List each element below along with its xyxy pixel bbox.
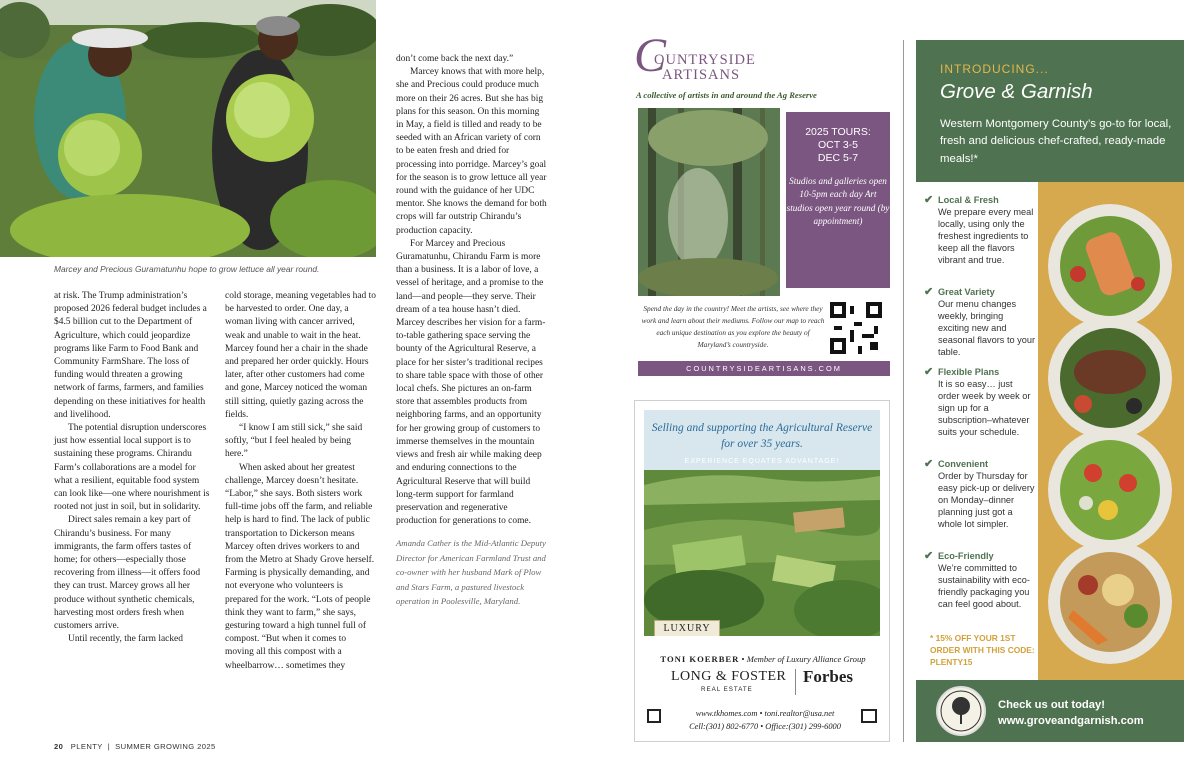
article-column-3 xyxy=(396,53,548,608)
promo-text: Spend the day in the country! Meet the artists, see where they work and learn about their mediums. Follow our map to reach each unique destination as you explore the beauty of Maryland’s countryside. xyxy=(641,304,825,349)
equal-housing-icon xyxy=(861,709,877,723)
website-link[interactable]: www.groveandgarnish.com xyxy=(998,715,1144,727)
website-link[interactable]: COUNTRYSIDEARTISANS.COM xyxy=(638,361,890,376)
feature-item xyxy=(924,194,1036,266)
checkmark-icon: ✔ xyxy=(924,194,934,206)
salad-meal-image xyxy=(1048,428,1172,552)
aerial-farmland-image xyxy=(644,410,880,636)
grove-garnish-ad xyxy=(916,40,1184,742)
checkmark-icon: ✔ xyxy=(924,366,934,378)
salmon-meal-image xyxy=(1048,204,1172,328)
bowl-meal-image xyxy=(1048,540,1172,664)
checkmark-icon: ✔ xyxy=(924,458,934,470)
feature-body: Order by Thursday for easy pick-up or delivery on Monday–dinner planning just got a whole lot simpler. xyxy=(938,471,1035,529)
logo-line-2: ARTISANS xyxy=(662,67,741,83)
author-bio: Amanda Cather is the Mid-Atlantic Deputy Director for American Farmland Trust and co-owner with her husband Mark of Plow and Stars Farm, a pastured livestock operation in Poolesville, Maryland. xyxy=(396,538,546,606)
brand-description: Western Montgomery County’s go-to for local, fresh and delicious chef-crafted, ready-made meals!* xyxy=(940,118,1172,165)
tagline: A collective of artists in and around the Ag Reserve xyxy=(636,90,817,100)
agent-tag: Member of Luxury Alliance Group xyxy=(746,654,866,664)
tours-date: DEC 5-7 xyxy=(817,152,859,164)
checkmark-icon: ✔ xyxy=(924,550,934,562)
paragraph: Until recently, the farm lacked xyxy=(68,634,183,645)
paragraph: cold storage, meaning vegetables had to be harvested to order. One day, a woman living with cancer arrived, weak and unable to wait in the heat. Marcey found her a chair in the shade and prepared her order quickly. Hours later, after other customers had come and gone, Marcey noticed the woman still sitting, quietly gazing across the fields. xyxy=(225,291,376,420)
photo-caption: Marcey and Precious Guramatunhu hope to grow lettuce all year round. xyxy=(54,264,320,274)
feature-title: Great Variety xyxy=(938,287,995,297)
paragraph: The potential disruption underscores just how essential local support is to sustaining these programs. Chirandu Farm’s collaborations are a model for what a resilient, equitable food system can look like—one where nourishment is rooted not just in soil, but in solidarity. xyxy=(54,423,210,513)
farmers-photo xyxy=(0,0,376,257)
countryside-artisans-ad xyxy=(634,30,890,380)
tree-logo-icon xyxy=(936,686,986,736)
qr-code-icon[interactable] xyxy=(830,302,882,354)
article-column-2 xyxy=(225,290,376,673)
forbes-logo: Forbes xyxy=(803,667,854,686)
ad-header-panel xyxy=(916,40,1184,182)
real-estate-ad xyxy=(634,400,890,742)
agent-name: TONI KOERBER xyxy=(660,654,740,664)
paragraph: When asked about her greatest challenge, Marcey doesn’t hesitate. “Labor,” she says. Both sisters work full-time jobs off the farm, and reliable help is hard to find. The lack of public transportation to Dickerson means Marcey often drives workers to and from the Metro at Shady Grove herself. Farming is physically demanding, and not everyone who volunteers is prepared for the work. “Lots of people think they want to farm,” she says, gesturing toward a high tunnel full of compost. “But when it comes to moving all this compost with a wheelbarrow… sometimes they xyxy=(225,462,375,671)
issue-name: SUMMER GROWING 2025 xyxy=(115,742,216,751)
tours-panel xyxy=(786,112,890,288)
feature-body: We’re committed to sustainability with eco-friendly packaging you can feel good about. xyxy=(938,563,1030,609)
long-foster-logo: LONG & FOSTER xyxy=(671,669,787,684)
ad-subline: EXPERIENCE EQUATES ADVANTAGE! xyxy=(684,458,840,465)
feature-title: Local & Fresh xyxy=(938,195,999,205)
paragraph: Direct sales remain a key part of Chirandu’s business. For many immigrants, the farm offers tastes of home; for others—especially those recovering from illness—it offers food they can trust. Marcey grows all her produce without synthetic chemicals, harvesting most orders fresh when customers arrive. xyxy=(54,515,201,632)
tours-date: OCT 3-5 xyxy=(817,139,859,151)
paragraph: “I know I am still sick,” she said softly, “but I feel healed by being here.” xyxy=(225,423,363,460)
realtor-icon xyxy=(647,709,661,723)
feature-title: Eco-Friendly xyxy=(938,551,994,561)
feature-body: Our menu changes weekly, bringing exciting new and seasonal flavors to your table. xyxy=(938,299,1036,357)
feature-item xyxy=(924,458,1036,530)
discount-code: * 15% OFF YOUR 1ST ORDER WITH THIS CODE: PLENTY15 xyxy=(930,633,1035,667)
contact-info xyxy=(675,707,855,733)
feature-item xyxy=(924,550,1036,610)
feature-body: We prepare every meal locally, using only the freshest ingredients to keep all the flavors vibrant and true. xyxy=(938,207,1034,265)
feature-title: Convenient xyxy=(938,459,989,469)
paragraph: Marcey knows that with more help, she and Precious could produce much more on their 26 acres. But she has big plans for this season. On this morning in May, a field is tilled and ready to be seeded with an African variety of corn to be eaten fresh and dried for processing into porridge. Marcey’s goal for the season is to grow lettuce all year round with the guidance of her UDC mentor. She knows the demand for both crops will far outstrip Chirandu’s production capacity. xyxy=(396,67,547,236)
publication-name: PLENTY xyxy=(70,742,103,751)
column-divider xyxy=(903,40,904,742)
brand-title: Grove & Garnish xyxy=(940,80,1093,103)
tours-heading: 2025 TOURS: xyxy=(805,126,871,138)
forest-painting-image xyxy=(638,108,780,296)
ad-headline: Selling and supporting the Agricultural Reserve for over 35 years. xyxy=(651,422,873,450)
page-number: 20 xyxy=(54,742,64,751)
contact-web-email[interactable]: www.tkhomes.com • toni.realtor@usa.net xyxy=(695,709,835,718)
steak-meal-image xyxy=(1048,316,1172,440)
feature-body: It is so easy… just order week by week or sign up for a subscription–whatever suits your schedule. xyxy=(938,379,1031,437)
logo-initial: C xyxy=(634,29,667,82)
agent-line: TONI KOERBER • Member of Luxury Alliance Group xyxy=(660,654,866,664)
intro-label: INTRODUCING... xyxy=(940,62,1049,76)
long-foster-sub: REAL ESTATE xyxy=(701,686,753,693)
feature-item xyxy=(924,366,1036,438)
meal-plates-panel xyxy=(1038,182,1184,680)
call-to-action-bar xyxy=(916,680,1184,742)
checkmark-icon: ✔ xyxy=(924,286,934,298)
paragraph: don’t come back the next day.” xyxy=(396,54,514,64)
tours-info: Studios and galleries open 10-5pm each day Art studios open year round (by appointment) xyxy=(786,176,890,227)
logo-divider xyxy=(795,669,796,695)
contact-phones[interactable]: Cell:(301) 802-6770 • Office:(301) 299-6000 xyxy=(689,722,841,731)
feature-item xyxy=(924,286,1036,358)
cta-text: Check us out today! xyxy=(998,699,1105,711)
feature-list xyxy=(916,182,1038,680)
logo-line-1: OUNTRYSIDE xyxy=(654,52,756,68)
luxury-badge: LUXURY xyxy=(654,620,720,636)
page-footer xyxy=(54,742,216,751)
footer-separator: | xyxy=(107,742,111,751)
article-column-1 xyxy=(54,290,212,646)
feature-title: Flexible Plans xyxy=(938,367,1000,377)
paragraph: at risk. The Trump administration’s proposed 2026 federal budget includes a $4.5 billion cut to the Department of Agriculture, which could jeopardize programs like Farm to Food Bank and Community FarmShare. The loss of funding would threaten a growing network of farms, farmers, and families depending on these initiatives for health and livelihood. xyxy=(54,291,207,420)
paragraph: For Marcey and Precious Guramatunhu, Chirandu Farm is more than a business. It is a labor of love, a vessel of heritage, and a promise to the land—and people—they serve. Their dream of a tea house hasn’t died. Marcey describes her vision for a farm-to-table gathering space serving the bounty of the Agricultural Reserve, a place for her sister’s traditional recipes to share table space with those of other local chefs. She pictures an on-farm store that assembles products from neighboring farms, and an opportunity for her growing group of customers to immerse themselves in the mountain views and fresh air while making deep and enduring connections to the Agricultural Reserve that will build long-term support for farmland preservation and regenerative production for generations to come. xyxy=(396,238,546,527)
